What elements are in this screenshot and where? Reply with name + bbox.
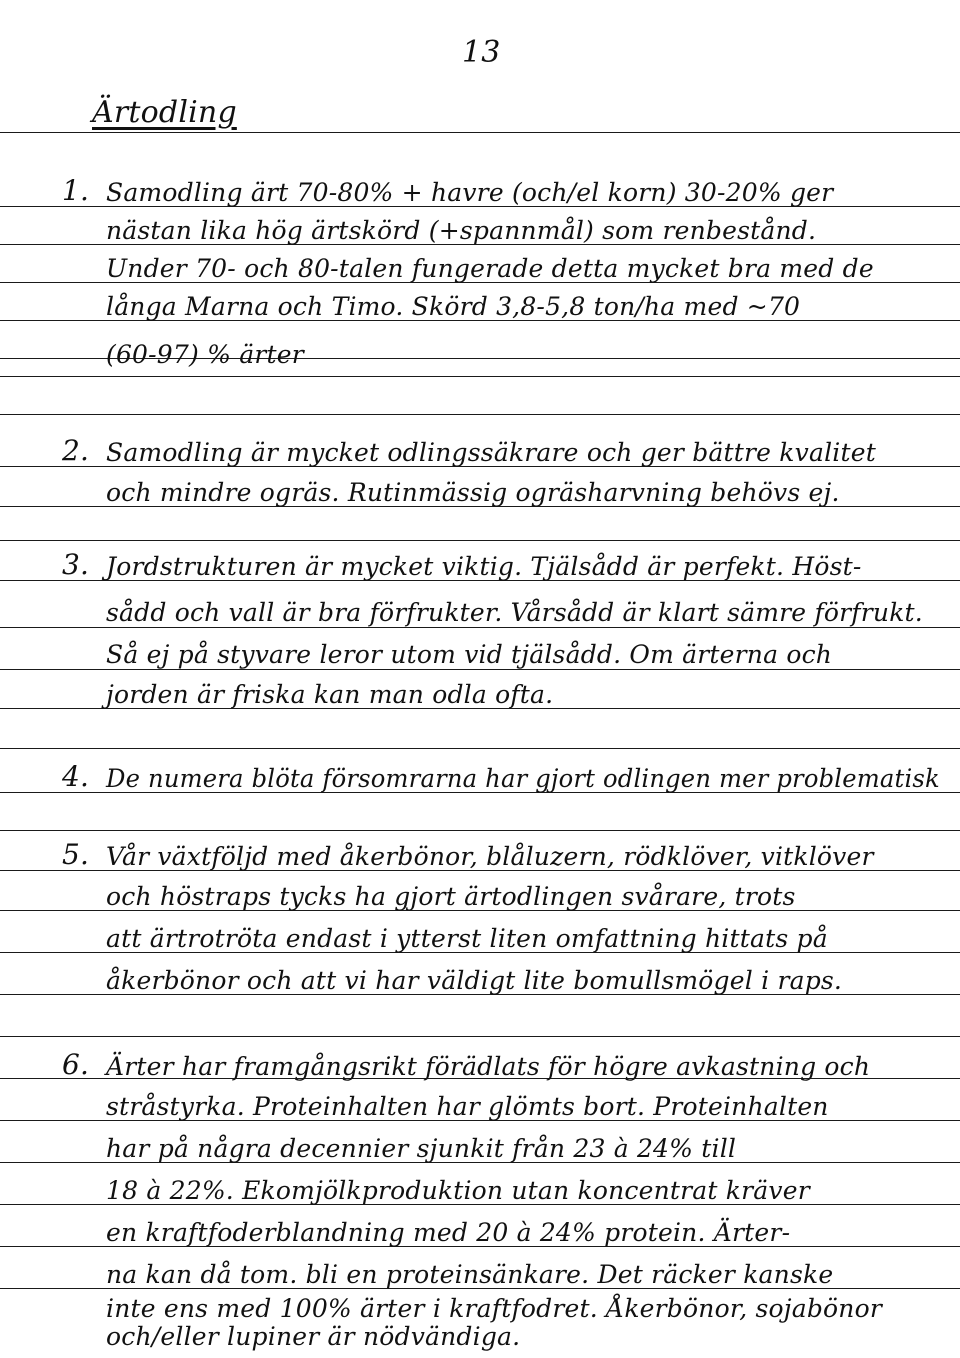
section-line: (60-97) % ärter: [106, 340, 304, 369]
ruled-line: [0, 376, 960, 377]
page-number: 13: [462, 35, 501, 70]
ruled-line: [0, 414, 960, 415]
section-line: Samodling ärt 70-80% + havre (och/el korn) 30-20% ger: [106, 178, 834, 207]
ruled-line: [0, 1036, 960, 1037]
section-line: Vår växtföljd med åkerbönor, blåluzern, rödklöver, vitklöver: [106, 842, 874, 871]
ruled-line: [0, 748, 960, 749]
section-line: åkerbönor och att vi har väldigt lite bomullsmögel i raps.: [106, 966, 843, 995]
section-line: Så ej på styvare leror utom vid tjälsådd. Om ärterna och: [106, 640, 833, 669]
section-line: har på några decennier sjunkit från 23 à 24% till: [106, 1134, 737, 1163]
section-line: na kan då tom. bli en proteinsänkare. Det räcker kanske: [106, 1260, 834, 1289]
section-line: Samodling är mycket odlingssäkrare och ger bättre kvalitet: [106, 438, 876, 467]
page-title: Ärtodling: [92, 95, 237, 130]
section-line: nästan lika hög ärtskörd (+spannmål) som renbestånd.: [106, 216, 817, 245]
section-line: jorden är friska kan man odla ofta.: [106, 680, 554, 709]
section-line: Ärter har framgångsrikt förädlats för högre avkastning och: [106, 1052, 871, 1081]
section-line: stråstyrka. Proteinhalten har glömts bort. Proteinhalten: [106, 1092, 829, 1121]
section-line: Jordstrukturen är mycket viktig. Tjälsådd är perfekt. Höst-: [106, 552, 862, 581]
section-line: 18 à 22%. Ekomjölkproduktion utan koncentrat kräver: [106, 1176, 810, 1205]
section-number: 4.: [62, 760, 90, 793]
ruled-line: [0, 540, 960, 541]
section-line: och mindre ogräs. Rutinmässig ogräsharvning behövs ej.: [106, 478, 840, 507]
section-line: Under 70- och 80-talen fungerade detta mycket bra med de: [106, 254, 874, 283]
section-line: en kraftfoderblandning med 20 à 24% protein. Ärter-: [106, 1218, 791, 1247]
section-line: och/eller lupiner är nödvändiga.: [106, 1322, 521, 1351]
section-line: och höstraps tycks ha gjort ärtodlingen svårare, trots: [106, 882, 796, 911]
section-line: De numera blöta försomrarna har gjort odlingen mer problematisk: [106, 764, 940, 793]
section-line: långa Marna och Timo. Skörd 3,8-5,8 ton/ha med ~70: [106, 292, 801, 321]
section-number: 2.: [62, 434, 90, 467]
section-number: 6.: [62, 1048, 90, 1081]
section-number: 1.: [62, 174, 90, 207]
section-number: 3.: [62, 548, 90, 581]
section-line: inte ens med 100% ärter i kraftfodret. Åkerbönor, sojabönor: [106, 1294, 883, 1323]
section-line: att ärtrotröta endast i ytterst liten omfattning hittats på: [106, 924, 828, 953]
section-number: 5.: [62, 838, 90, 871]
section-line: sådd och vall är bra förfrukter. Vårsådd är klart sämre förfrukt.: [106, 598, 923, 627]
ruled-line: [0, 132, 960, 133]
ruled-line: [0, 830, 960, 831]
